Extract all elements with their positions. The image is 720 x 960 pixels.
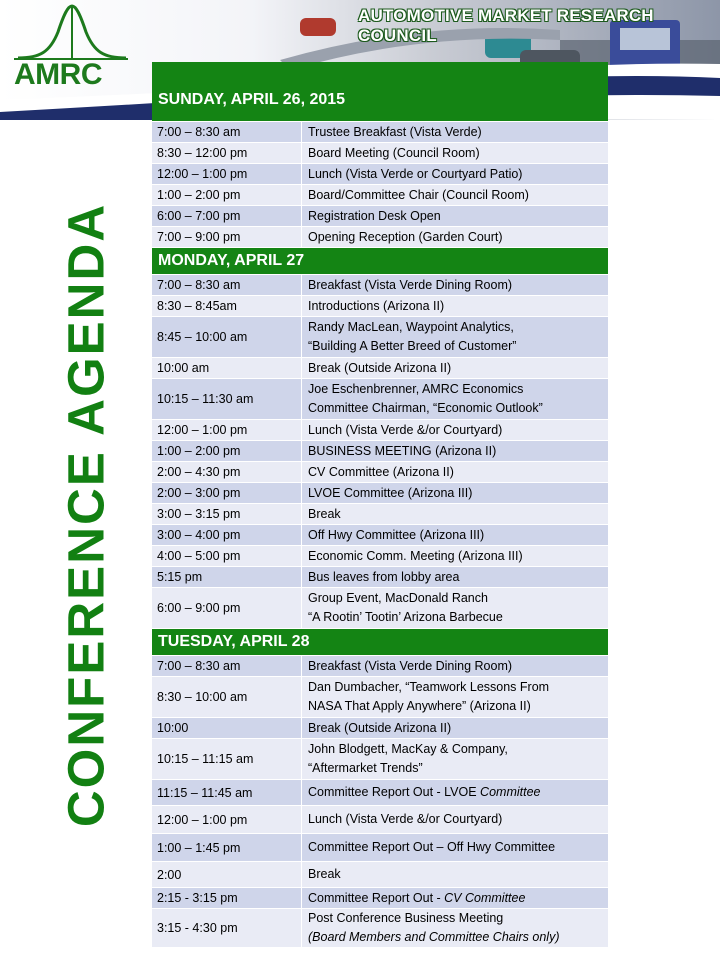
agenda-time: 6:00 – 7:00 pm: [152, 206, 302, 226]
agenda-event: [302, 483, 608, 503]
agenda-time: 10:15 – 11:15 am: [152, 739, 302, 779]
agenda-event-text-line2: “Building A Better Breed of Customer”: [308, 339, 517, 353]
agenda-row: [152, 185, 608, 206]
agenda-row: [152, 888, 608, 909]
agenda-event: [302, 164, 608, 184]
agenda-table: [152, 62, 608, 948]
agenda-time: 12:00 – 1:00 pm: [152, 164, 302, 184]
agenda-event-text: Board/Committee Chair (Council Room): [308, 187, 529, 202]
agenda-event-text: Group Event, MacDonald Ranch: [308, 591, 488, 605]
agenda-time: 1:00 – 2:00 pm: [152, 441, 302, 461]
conference-agenda-title: CONFERENCE AGENDA: [57, 202, 115, 828]
agenda-time: 2:00 – 3:00 pm: [152, 483, 302, 503]
agenda-time: 12:00 – 1:00 pm: [152, 420, 302, 440]
agenda-row: [152, 718, 608, 739]
agenda-time: 10:15 – 11:30 am: [152, 379, 302, 419]
agenda-event-text-line2: Committee Chairman, “Economic Outlook”: [308, 401, 543, 415]
agenda-time: 1:00 – 2:00 pm: [152, 185, 302, 205]
agenda-row: [152, 780, 608, 806]
agenda-event: [302, 296, 608, 316]
agenda-time: 10:00 am: [152, 358, 302, 378]
agenda-time: 5:15 pm: [152, 567, 302, 587]
agenda-time: 2:00 – 4:30 pm: [152, 462, 302, 482]
agenda-time: 11:15 – 11:45 am: [152, 780, 302, 805]
agenda-row: [152, 806, 608, 834]
agenda-event-text: Lunch (Vista Verde &/or Courtyard): [308, 812, 503, 826]
agenda-row: [152, 296, 608, 317]
agenda-row: [152, 546, 608, 567]
agenda-event-text: Dan Dumbacher, “Teamwork Lessons From: [308, 680, 550, 694]
agenda-event: [302, 862, 608, 887]
agenda-event: [302, 739, 608, 779]
logo-text: AMRC: [14, 58, 102, 91]
agenda-event-text-line2: “A Rootin’ Tootin’ Arizona Barbecue: [308, 610, 503, 624]
agenda-event-text: Opening Reception (Garden Court): [308, 229, 503, 244]
agenda-event: [302, 185, 608, 205]
agenda-event: [302, 656, 608, 676]
agenda-time: 3:15 - 4:30 pm: [152, 909, 302, 947]
agenda-event: [302, 806, 608, 833]
day-header: TUESDAY, APRIL 28: [152, 629, 608, 656]
banner-title: AUTOMOTIVE MARKET RESEARCH COUNCIL: [358, 6, 654, 45]
agenda-event: [302, 379, 608, 419]
agenda-row: [152, 677, 608, 718]
agenda-row: [152, 143, 608, 164]
agenda-row: [152, 862, 608, 888]
agenda-event: [302, 358, 608, 378]
agenda-event-text: Break (Outside Arizona II): [308, 720, 452, 735]
agenda-row: [152, 275, 608, 296]
agenda-event-text: LVOE Committee (Arizona III): [308, 485, 473, 500]
agenda-time: 2:15 - 3:15 pm: [152, 888, 302, 908]
agenda-time: 8:30 – 8:45am: [152, 296, 302, 316]
agenda-row: [152, 739, 608, 780]
agenda-event-text: Committee Report Out – Off Hwy Committee: [308, 840, 556, 854]
agenda-time: 2:00: [152, 862, 302, 887]
agenda-event: [302, 718, 608, 738]
agenda-row: [152, 164, 608, 185]
agenda-event: [302, 122, 608, 142]
agenda-event-text-line2: NASA That Apply Anywhere” (Arizona II): [308, 699, 531, 713]
agenda-time: 6:00 – 9:00 pm: [152, 588, 302, 628]
agenda-row: [152, 441, 608, 462]
agenda-event-text: Break: [308, 506, 341, 521]
agenda-row: [152, 317, 608, 358]
agenda-row: [152, 379, 608, 420]
day-header: MONDAY, APRIL 27: [152, 248, 608, 275]
agenda-event-text: Board Meeting (Council Room): [308, 145, 480, 160]
agenda-time: 8:30 – 10:00 am: [152, 677, 302, 717]
agenda-row: [152, 909, 608, 948]
agenda-event: [302, 677, 608, 717]
agenda-event: [302, 909, 608, 947]
agenda-event-text: Break: [308, 867, 341, 881]
agenda-time: 7:00 – 8:30 am: [152, 122, 302, 142]
agenda-event: [302, 504, 608, 524]
agenda-event-text-line2: “Aftermarket Trends”: [308, 761, 423, 775]
agenda-time: 1:00 – 1:45 pm: [152, 834, 302, 861]
bell-curve-icon: [10, 2, 130, 64]
agenda-row: [152, 567, 608, 588]
agenda-time: 8:30 – 12:00 pm: [152, 143, 302, 163]
agenda-time: 7:00 – 8:30 am: [152, 656, 302, 676]
agenda-row: [152, 122, 608, 143]
agenda-event-italic: CV Committee: [444, 890, 526, 905]
agenda-event-text: Bus leaves from lobby area: [308, 569, 460, 584]
agenda-event: [302, 317, 608, 357]
agenda-event: [302, 834, 608, 861]
agenda-event: [302, 567, 608, 587]
agenda-event-text: Lunch (Vista Verde &/or Courtyard): [308, 422, 503, 437]
agenda-row: [152, 483, 608, 504]
agenda-event: [302, 275, 608, 295]
agenda-event-text: Breakfast (Vista Verde Dining Room): [308, 277, 513, 292]
agenda-event: [302, 588, 608, 628]
agenda-event-text: Committee Report Out -: [308, 890, 445, 905]
agenda-event-text: Breakfast (Vista Verde Dining Room): [308, 658, 513, 673]
agenda-event-text: Randy MacLean, Waypoint Analytics,: [308, 320, 514, 334]
agenda-event: [302, 546, 608, 566]
agenda-event-text: Registration Desk Open: [308, 208, 441, 223]
agenda-event: [302, 420, 608, 440]
agenda-event: [302, 206, 608, 226]
agenda-event-text: BUSINESS MEETING (Arizona II): [308, 443, 497, 458]
agenda-event-text: John Blodgett, MacKay & Company,: [308, 742, 508, 756]
agenda-event: [302, 525, 608, 545]
agenda-time: 4:00 – 5:00 pm: [152, 546, 302, 566]
agenda-time: 3:00 – 3:15 pm: [152, 504, 302, 524]
agenda-time: 12:00 – 1:00 pm: [152, 806, 302, 833]
agenda-event: [302, 441, 608, 461]
agenda-event: [302, 888, 608, 908]
agenda-event-text: Post Conference Business Meeting: [308, 911, 504, 925]
agenda-event-text: Joe Eschenbrenner, AMRC Economics: [308, 382, 524, 396]
agenda-event-text: Committee Report Out - LVOE: [308, 785, 481, 799]
agenda-row: [152, 656, 608, 677]
agenda-event: [302, 227, 608, 247]
agenda-row: [152, 525, 608, 546]
agenda-event-italic: Committee: [480, 785, 541, 799]
agenda-event: [302, 462, 608, 482]
agenda-time: 10:00: [152, 718, 302, 738]
agenda-time: 7:00 – 9:00 pm: [152, 227, 302, 247]
agenda-event-text: Break (Outside Arizona II): [308, 360, 452, 375]
agenda-event-text: Trustee Breakfast (Vista Verde): [308, 124, 482, 139]
agenda-row: [152, 504, 608, 525]
agenda-row: [152, 227, 608, 248]
agenda-row: [152, 462, 608, 483]
agenda-event-text: Lunch (Vista Verde or Courtyard Patio): [308, 166, 523, 181]
agenda-row: [152, 834, 608, 862]
day-header: SUNDAY, APRIL 26, 2015: [152, 62, 608, 122]
agenda-event: [302, 780, 608, 805]
agenda-time: 8:45 – 10:00 am: [152, 317, 302, 357]
agenda-time: 3:00 – 4:00 pm: [152, 525, 302, 545]
agenda-row: [152, 358, 608, 379]
agenda-event-text: Introductions (Arizona II): [308, 298, 445, 313]
agenda-event-text-line2: (Board Members and Committee Chairs only): [308, 930, 560, 944]
agenda-event-text: Economic Comm. Meeting (Arizona III): [308, 548, 523, 563]
agenda-event-text: Off Hwy Committee (Arizona III): [308, 527, 485, 542]
agenda-event-text: CV Committee (Arizona II): [308, 464, 454, 479]
car-shape: [300, 18, 336, 36]
agenda-row: [152, 206, 608, 227]
agenda-row: [152, 420, 608, 441]
agenda-time: 7:00 – 8:30 am: [152, 275, 302, 295]
agenda-event: [302, 143, 608, 163]
agenda-row: [152, 588, 608, 629]
